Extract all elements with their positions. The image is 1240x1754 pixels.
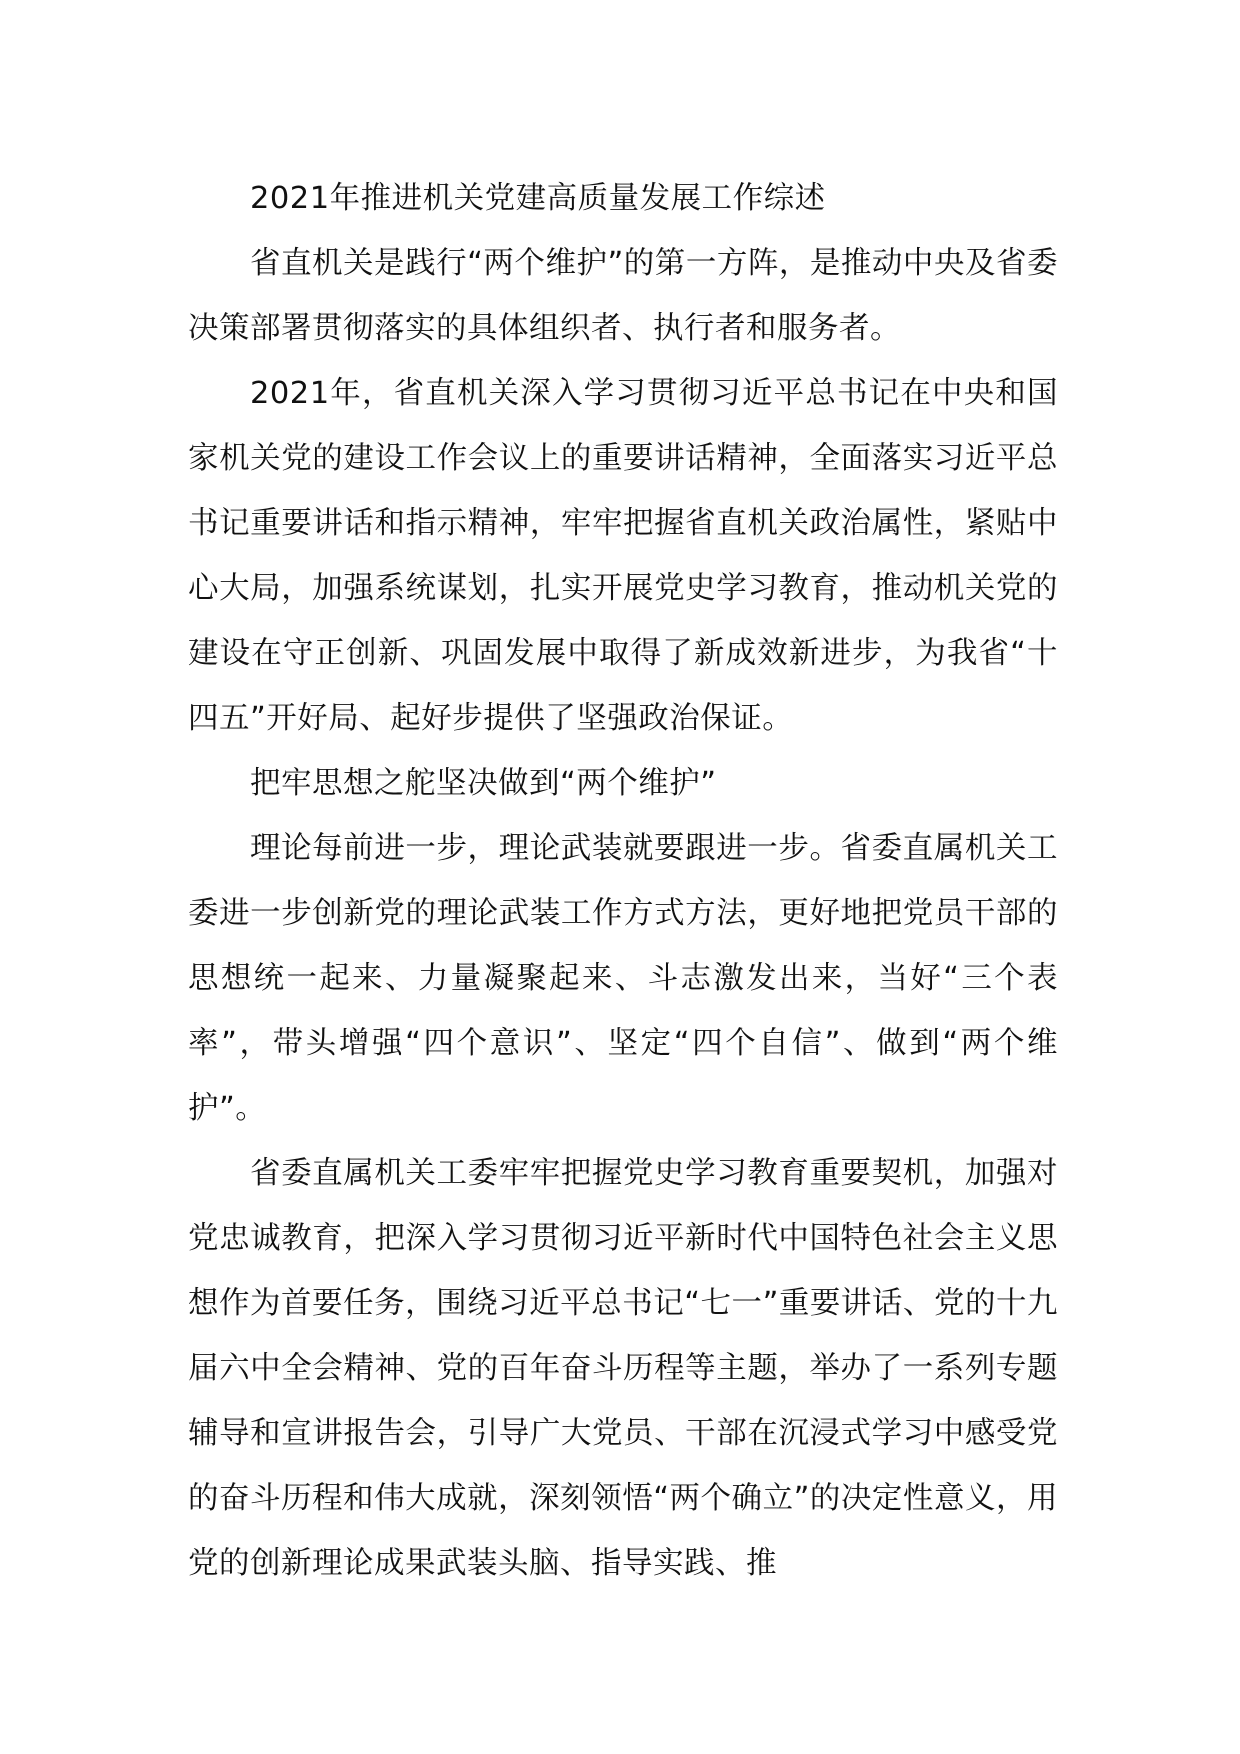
document-body	[188, 166, 1058, 1596]
paragraph-intro: 省直机关是践行“两个维护”的第一方阵，是推动中央及省委决策部署贯彻落实的具体组织者、执行者和服务者。	[188, 246, 1058, 346]
section-heading: 把牢思想之舵坚决做到“两个维护”	[250, 766, 717, 801]
paragraph-theory: 理论每前进一步，理论武装就要跟进一步。省委直属机关工委进一步创新党的理论武装工作方式方法，更好地把党员干部的思想统一起来、力量凝聚起来、斗志激发出来，当好“三个表率”，带头增强“四个意识”、坚定“四个自信”、做到“两个维护”。	[188, 831, 1058, 1126]
paragraph-overview: 2021年，省直机关深入学习贯彻习近平总书记在中央和国家机关党的建设工作会议上的重要讲话精神，全面落实习近平总书记重要讲话和指示精神，牢牢把握省直机关政治属性，紧贴中心大局，加强系统谋划，扎实开展党史学习教育，推动机关党的建设在守正创新、巩固发展中取得了新成效新进步，为我省“十四五”开好局、起好步提供了坚强政治保证。	[188, 376, 1058, 736]
paragraph-education: 省委直属机关工委牢牢把握党史学习教育重要契机，加强对党忠诚教育，把深入学习贯彻习近平新时代中国特色社会主义思想作为首要任务，围绕习近平总书记“七一”重要讲话、党的十九届六中全会精神、党的百年奋斗历程等主题，举办了一系列专题辅导和宣讲报告会，引导广大党员、干部在沉浸式学习中感受党的奋斗历程和伟大成就，深刻领悟“两个确立”的决定性意义，用党的创新理论成果武装头脑、指导实践、推	[188, 1156, 1058, 1581]
document-title: 2021年推进机关党建高质量发展工作综述	[250, 181, 826, 216]
